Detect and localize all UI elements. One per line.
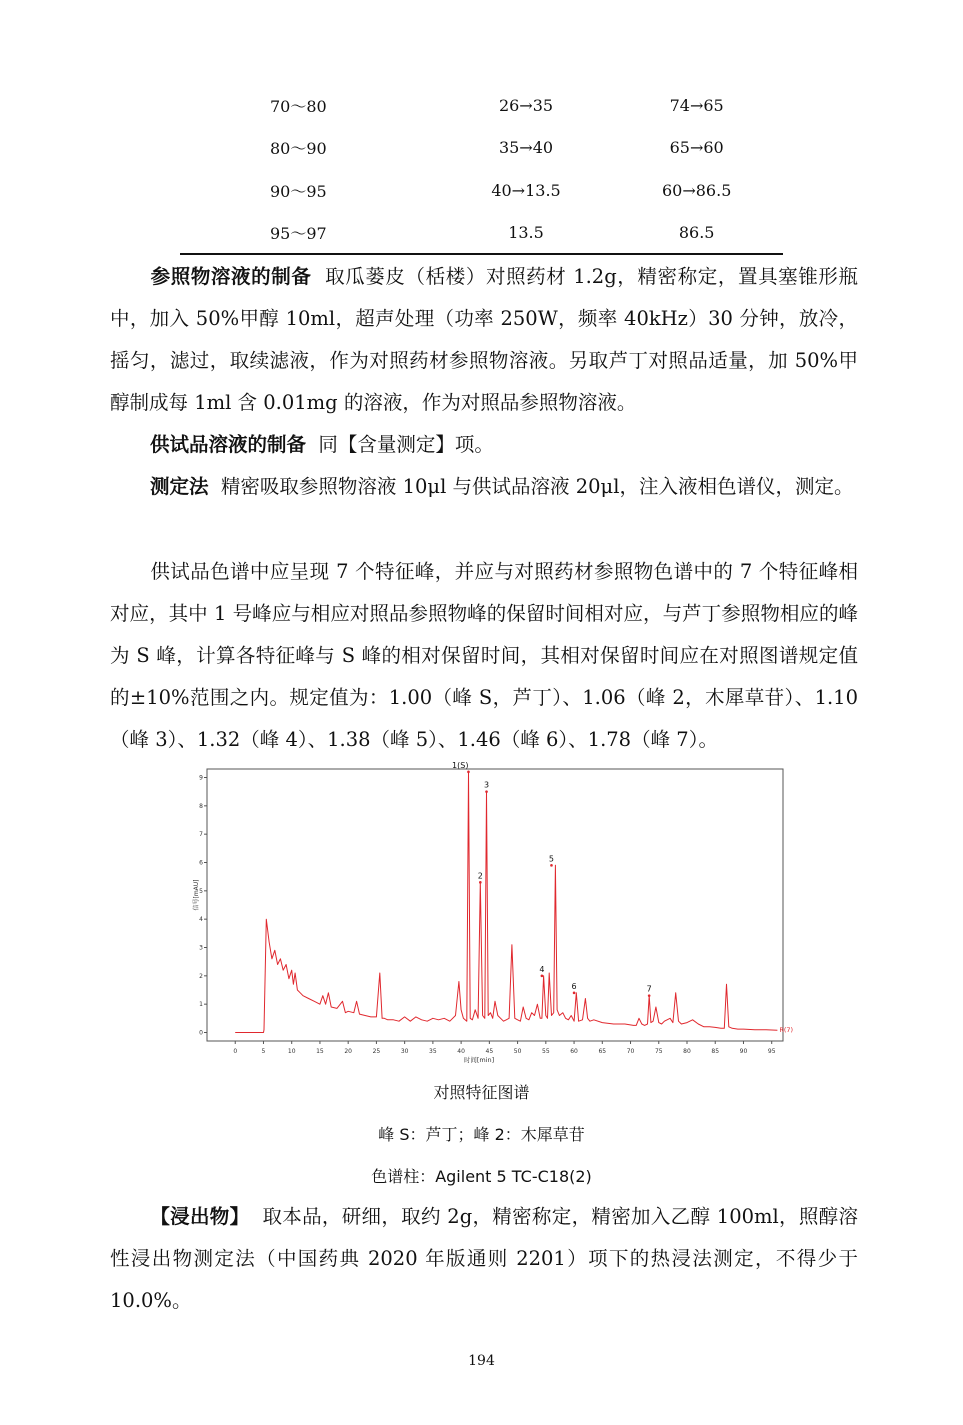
table-bottom-rule [180,253,783,255]
peak-label: 2 [477,871,483,881]
chromatogram-figure [193,760,794,1065]
table-cell: 40→13.5 [491,180,561,200]
y-tick-label: 0 [199,1029,203,1037]
peak-note: 峰 S：芦丁；峰 2：木犀草苷 [378,1125,585,1144]
y-tick-label: 1 [199,1001,203,1009]
peak-label: 6 [571,981,577,991]
y-tick-label: 4 [199,916,203,924]
table-cell: 95～97 [270,224,327,244]
x-tick-label: 10 [287,1048,296,1055]
table-cell: 74→65 [669,95,724,115]
peak-marker [573,992,576,995]
peak-marker [485,790,488,793]
y-tick-label: 6 [199,859,203,867]
figure-title: 对照特征图谱 [433,1083,530,1102]
reference-prep-text: 取瓜蒌皮（栝楼）对照药材 1.2g，精密称定，置具塞锥形瓶中，加入 50%甲醇 10ml，超声处理（功率 250W，频率 40kHz）30 分钟，放冷，摇匀，滤过，取续滤液，作为对照药材参照物溶液。另取芦丁对照品适量，加 50%甲醇制成每 1ml 含 0.01mg 的溶液，作为对照品参照物溶液。 [110,265,858,414]
x-tick-label: 35 [429,1048,437,1055]
peak-marker [550,864,553,867]
x-tick-label: 0 [233,1048,238,1055]
page-number: 194 [468,1353,495,1369]
x-tick-label: 95 [767,1048,776,1055]
table-cell: 13.5 [508,223,544,243]
x-tick-label: 15 [316,1048,324,1055]
x-tick-label: 75 [654,1048,663,1055]
method-paragraph [110,466,858,508]
peak-label: 7 [646,984,652,994]
x-tick-label: 40 [457,1048,465,1055]
x-tick-label: 85 [711,1048,720,1055]
x-tick-label: 20 [344,1048,352,1055]
x-tick-label: 80 [683,1048,691,1055]
x-tick-label: 45 [485,1048,494,1055]
chromatogram-chart [193,760,794,1065]
reference-prep-heading: 参照物溶液的制备 [150,265,312,288]
x-tick-label: 30 [400,1048,409,1055]
table-row [180,169,782,212]
extractives-paragraph [110,1196,858,1322]
table-cell: 26→35 [498,95,554,115]
peak-marker [648,994,651,997]
gradient-table [180,84,782,254]
x-tick-label: 90 [739,1048,748,1055]
peak-label: 3 [483,780,490,790]
peak-label: 1(S) [452,760,469,770]
peak-marker [541,975,544,978]
table-row [180,84,782,127]
y-tick-label: 5 [199,887,203,895]
table-cell: 60→86.5 [661,180,732,200]
x-tick-label: 65 [598,1048,607,1055]
extractives-text: 取本品，研细，取约 2g，精密称定，精密加入乙醇 100ml，照醇溶性浸出物测定法（中国药典 2020 年版通则 2201）项下的热浸法测定，不得少于 10.0%。 [110,1205,858,1312]
series-label: R(7) [779,1026,794,1035]
table-cell: 80～90 [270,139,327,159]
x-tick-label: 5 [261,1048,266,1055]
y-tick-label: 3 [199,944,203,952]
table-cell: 90～95 [270,181,327,201]
chromatogram-trace [235,772,777,1033]
y-tick-label: 7 [199,831,203,839]
criteria-text: 供试品色谱中应呈现 7 个特征峰，并应与对照药材参照物色谱中的 7 个特征峰相对应，其中 1 号峰应与相应对照品参照物峰的保留时间相对应，与芦丁参照物相应的峰为 S 峰，计算各特征峰与 S 峰的相对保留时间，其相对保留时间应在对照图谱规定值的±10%范围之内。规定值为：1.00（峰 S，芦丁）、1.06（峰 2，木犀草苷）、1.10（峰 3）、1.32（峰 4）、1.38（峰 5）、1.46（峰 6）、1.78（峰 7）。 [110,560,858,751]
x-tick-label: 50 [513,1048,522,1055]
table-row [180,212,782,255]
plot-frame [207,769,783,1041]
method-text: 精密吸取参照物溶液 10μl 与供试品溶液 20μl，注入液相色谱仪，测定。 [220,475,854,498]
table-cell: 70～80 [270,96,327,116]
table-row [180,127,782,170]
peak-marker [479,881,482,884]
x-tick-label: 60 [570,1048,578,1055]
table-cell: 65→60 [669,138,724,158]
test-prep-paragraph [110,424,858,466]
reference-prep-paragraph [110,256,858,424]
table-cell: 86.5 [678,223,715,243]
method-heading: 测定法 [150,475,209,498]
test-prep-text: 同【含量测定】项。 [318,433,494,456]
x-tick-label: 55 [542,1048,550,1055]
x-axis-label: 时间[min] [463,1056,495,1064]
extractives-heading: 【浸出物】 [150,1205,250,1228]
peak-marker [467,771,470,774]
y-tick-label: 9 [199,774,203,782]
table-cell: 35→40 [498,138,554,158]
y-axis-label: 信号[mAU] [193,879,200,911]
y-tick-label: 8 [199,802,203,810]
x-tick-label: 70 [626,1048,635,1055]
peak-label: 4 [539,964,545,974]
x-tick-label: 25 [372,1048,381,1055]
criteria-paragraph [110,551,858,761]
column-note: 色谱柱：Agilent 5 TC-C18(2) [371,1167,592,1186]
peak-label: 5 [548,854,555,864]
y-tick-label: 2 [199,972,203,980]
test-prep-heading: 供试品溶液的制备 [150,433,307,456]
